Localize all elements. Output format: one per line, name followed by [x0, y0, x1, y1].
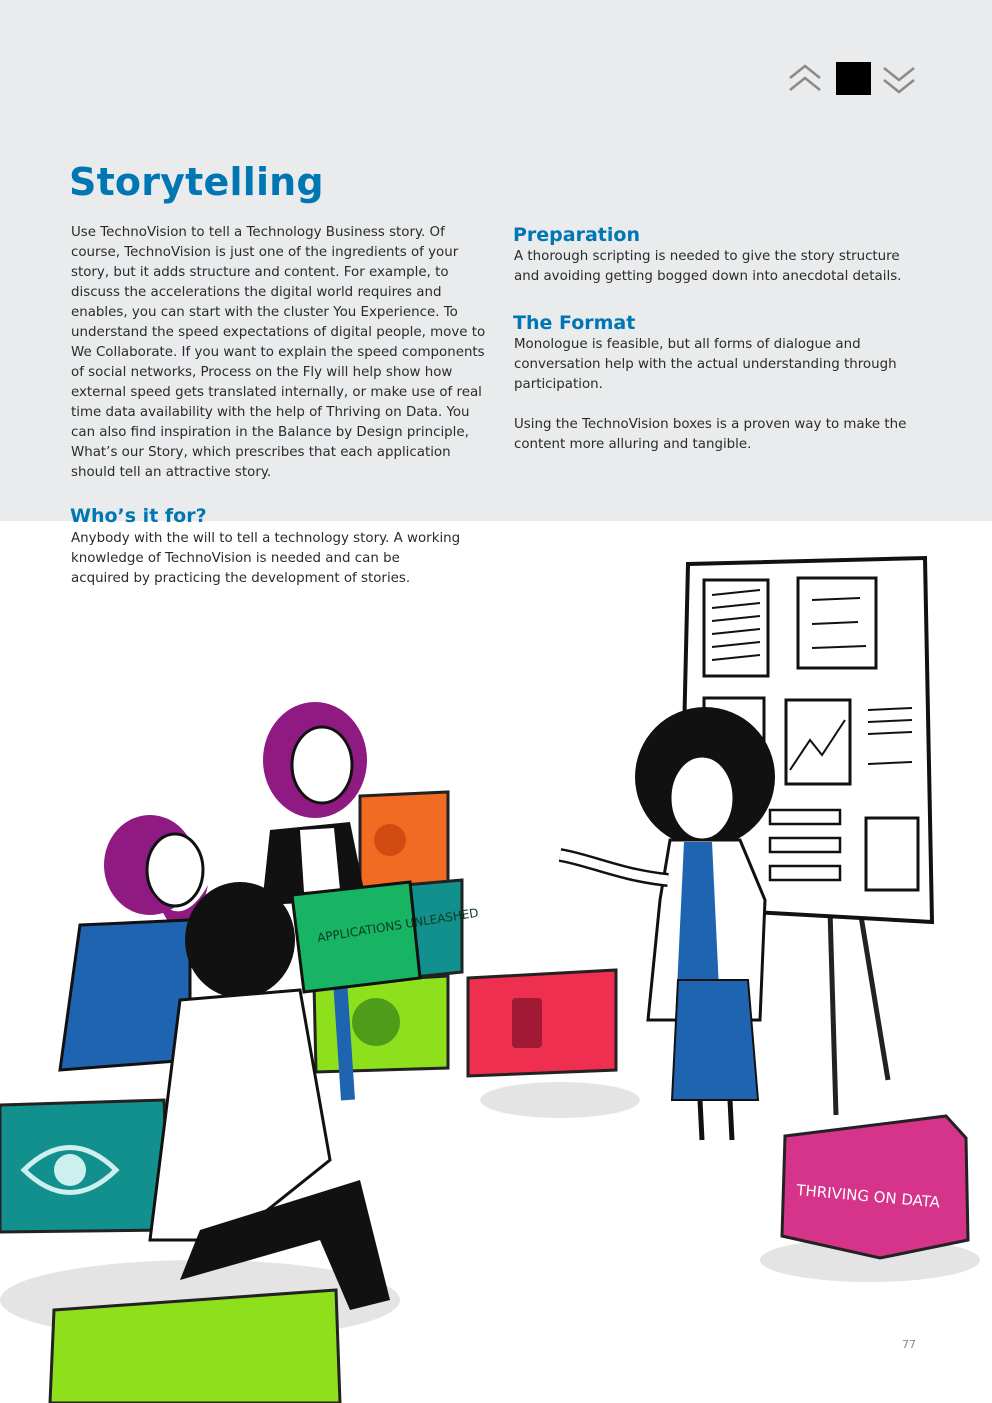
- who-paragraph: Anybody with the will to tell a technology story. A working knowledge of TechnoVision is needed and can be acquired by practicing the development of stories.: [71, 531, 461, 586]
- preparation-paragraph: A thorough scripting is needed to give the story structure and avoiding getting bogged down into anecdotal details.: [514, 249, 902, 284]
- page-navigation: [786, 60, 918, 98]
- red-box: [468, 970, 616, 1076]
- lime-box-front: [50, 1290, 340, 1403]
- who-heading: Who’s it for?: [70, 505, 207, 527]
- thriving-on-data-box: [782, 1116, 968, 1258]
- box-label-applications: APPLICATIONS UNLEASHED: [316, 905, 480, 945]
- format-heading: The Format: [513, 312, 636, 334]
- square-icon[interactable]: [836, 62, 871, 95]
- format-paragraph-2: Using the TechnoVision boxes is a proven way to make the content more alluring and tangible.: [514, 417, 907, 452]
- preparation-heading: Preparation: [513, 224, 640, 246]
- intro-paragraph: Use TechnoVision to tell a Technology Business story. Of course, TechnoVision is just one of the ingredients of your story, but it adds structure and content. For example, to discuss the accelerations the digital world requires and enables, you can start with the cluster You Experience. To understand the speed expectations of digital people, move to We Collaborate. If you want to explain the speed components of social networks, Process on the Fly will help show how external speed gets translated internally, or make use of real time data availability with the help of Thriving on Data. You can also find inspiration in the Balance by Design principle, What’s our Story, which prescribes that each application should tell an attractive story.: [71, 225, 486, 480]
- chevron-double-up-icon[interactable]: [786, 60, 824, 98]
- chevron-double-down-icon[interactable]: [880, 60, 918, 98]
- format-paragraph: Monologue is feasible, but all forms of dialogue and conversation help with the actual understanding through participation.: [514, 337, 897, 392]
- orange-box: [360, 792, 448, 890]
- teal-box-eye: [0, 1100, 168, 1232]
- storytelling-illustration: [0, 540, 992, 1403]
- page-title: Storytelling: [69, 160, 324, 204]
- box-label-thriving: THRIVING ON DATA: [795, 1181, 941, 1212]
- presenter-person: [560, 707, 775, 1140]
- page-number: 77: [902, 1338, 916, 1351]
